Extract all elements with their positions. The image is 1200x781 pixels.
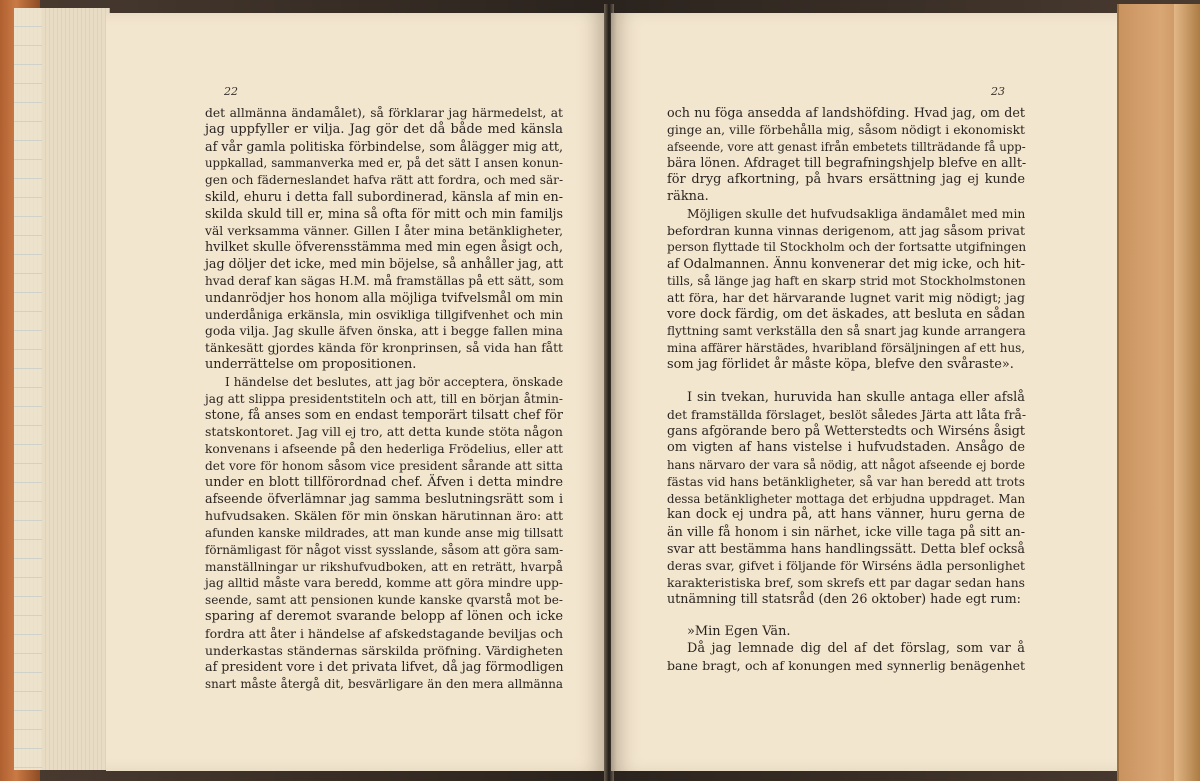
text-line: det vore för honom såsom vice president sårande att sitta: [205, 458, 563, 473]
text-line: det framställda förslaget, beslöt således Järta att låta frå-: [667, 407, 1026, 422]
paragraph-gap: [667, 374, 1025, 390]
right-page: [611, 13, 1117, 771]
text-line: goda vilja. Jag skulle äfven önska, att i begge fallen mina: [205, 324, 563, 339]
text-line: afunden kanske mildrades, att man kunde anse mig tillsatt: [205, 525, 563, 540]
text-line: som jag förlidet år måste köpa, blefve den svåraste».: [667, 356, 1014, 372]
text-line: karakteristiska bref, som skrefs ett par dagar sedan hans: [667, 575, 1025, 590]
text-line: skilda skuld till er, mina så ofta för mitt och min familjs: [205, 205, 563, 221]
text-line: och nu föga ansedda af landshöfding. Hvad jag, om det: [667, 105, 1025, 120]
text-line: seende, samt att pensionen kunde kanske qvarstå mot be-: [205, 593, 563, 608]
cover-edge: [1174, 4, 1200, 781]
text-line: befordran kunna vinnas derigenom, att jag såsom privat: [667, 222, 1025, 238]
text-line: hvad deraf kan sägas H.M. må framställas på ett sätt, som: [205, 273, 564, 288]
letter-salutation: »Min Egen Vän.: [687, 624, 791, 640]
text-line: jag alltid måste vara beredd, komme att göra mindre upp-: [205, 576, 563, 591]
text-line: konvenans i afseende på den hederliga Frödelius, eller att: [205, 441, 563, 456]
book-cover-right: [1117, 4, 1200, 781]
text-line: det allmänna ändamålet), så förklarar jag härmedelst, at: [205, 106, 563, 120]
text-line: vore dock färdig, om det äskades, att besluta en sådan: [667, 306, 1025, 322]
text-line: räkna.: [667, 188, 709, 204]
text-line: af president vore i det privata lifvet, då jag förmodligen: [205, 659, 564, 675]
text-line: mina affärer härstädes, hvaribland försäljningen af ett hus,: [667, 341, 1025, 356]
text-line: snart måste återgå dit, besvärligare än den mera allmänna: [205, 677, 563, 692]
text-line: tills, så länge jag haft en skarp strid mot Stockholmstonen: [667, 273, 1026, 288]
text-line: under en blott tillförordnad chef. Äfven i detta mindre: [205, 474, 563, 490]
text-line: sparing af deremot svarande belopp af lönen och icke: [205, 608, 563, 624]
text-line: flyttning samt verkställa den så snart jag kunde arrangera: [667, 324, 1026, 339]
text-line: Möjligen skulle det hufvudsakliga ändamålet med min: [687, 206, 1026, 221]
text-line: bära lönen. Afdraget till begrafningshjelp blefve en allt-: [667, 155, 1027, 171]
text-line: gen och fäderneslandet hafva rätt att fordra, och med sär-: [205, 173, 564, 188]
text-line: underrättelse om propositionen.: [205, 356, 417, 372]
text-line: manställningar ur rikshufvudboken, att en reträtt, hvarpå: [205, 559, 563, 574]
text-line: gans afgörande bero på Wetterstedts och Wirséns åsigt: [667, 423, 1025, 439]
right-page-text: [667, 105, 1025, 675]
text-line: deras svar, gifvet i följande för Wirséns ädla personlighet: [667, 558, 1025, 573]
text-line: förnämligast för något visst sysslande, såsom att göra sam-: [205, 542, 564, 557]
text-line: stone, få anses som en endast temporärt tilsatt chef för: [205, 407, 563, 423]
text-line: uppkallad, sammanverka med er, på det sätt I ansen konun-: [205, 156, 563, 171]
page-crease: [611, 13, 617, 771]
text-line: svar att bestämma hans handlingssätt. Detta blef också: [667, 540, 1025, 556]
text-line: tänkesätt gjordes kända för kronprinsen, så vida han fått: [205, 341, 563, 356]
text-line: än ville få honom i sin närhet, icke ville taga på sitt an-: [667, 524, 1025, 540]
text-line: person flyttade til Stockholm och der fortsatte utgifningen: [667, 240, 1027, 255]
text-line: hvilket skulle öfverensstämma med min egen åsigt och,: [205, 239, 563, 255]
page-number: 22: [224, 85, 238, 98]
text-line: I sin tvekan, huruvida han skulle antaga eller afslå: [687, 389, 1025, 405]
text-line: af Odalmannen. Ännu konvenerar det mig icke, och hit-: [667, 256, 1025, 272]
text-line: underkastas ständernas särskilda pröfning. Värdigheten: [205, 642, 563, 658]
text-line: kan dock ej undra på, att hans vänner, huru gerna de: [667, 507, 1025, 523]
text-line: hufvudsaken. Skälen för min önskan härutinnan äro: att: [205, 508, 563, 524]
text-line: fästas vid hans betänkligheter, så var han beredd att trots: [667, 474, 1025, 489]
text-line: hans närvaro der vara så nödig, att något afseende ej borde: [667, 457, 1025, 472]
text-line: bane bragt, och af konungen med synnerlig benägenhet: [667, 657, 1025, 673]
text-line: af vår gamla politiska förbindelse, som ålägger mig att,: [205, 138, 563, 154]
text-line: afseende, vore att genast ifrån embetets tillträdande få upp-: [667, 139, 1026, 154]
left-page: [106, 13, 606, 771]
text-line: om vigten af hans vistelse i hufvudstaden. Ansågo de: [667, 440, 1025, 456]
text-line: väl verksamma vänner. Gillen I åter mina betänkligheter,: [205, 223, 563, 238]
text-line: ginge an, ville förbehålla mig, såsom nödigt i ekonomiskt: [667, 122, 1025, 137]
ruled-sheet-edge: [14, 8, 42, 770]
left-page-text: [205, 105, 563, 693]
text-line: utnämning till statsråd (den 26 oktober) hade egt rum:: [667, 591, 1021, 607]
text-line: statskontoret. Jag vill ej tro, att detta kunde stöta någon: [205, 424, 563, 440]
text-line: Då jag lemnade dig del af det förslag, som var å: [687, 640, 1025, 656]
text-line: underdåniga erkänsla, min osvikliga tillgifvenhet och min: [205, 307, 563, 322]
text-line: jag att slippa presidentstiteln och att, till en början åtmin-: [205, 391, 563, 406]
text-line: skild, ehuru i detta fall subordinerad, känsla af min en-: [205, 188, 563, 204]
paragraph-gap: [667, 608, 1025, 624]
text-line: afseende öfverlämnar jag samma beslutningsrätt som i: [205, 491, 563, 507]
text-line: dessa betänkligheter mottaga det erbjudna uppdraget. Man: [667, 491, 1025, 506]
text-line: fordra att åter i händelse af afskedstagande beviljas och: [205, 625, 563, 641]
page-number: 23: [991, 85, 1005, 98]
text-line: jag döljer det icke, med min böjelse, så anhåller jag, att: [205, 256, 564, 272]
text-line: I händelse det beslutes, att jag bör acceptera, önskade: [225, 374, 563, 389]
text-line: för dryg afkortning, på hvars ersättning jag ej kunde: [667, 172, 1025, 188]
text-line: undanrödjer hos honom alla möjliga tvifvelsmål om min: [205, 289, 564, 305]
text-line: att föra, har det härvarande lugnet varit mig nödigt; jag: [667, 289, 1025, 305]
text-line: jag uppfyller er vilja. Jag gör det då både med känsla: [205, 121, 563, 137]
